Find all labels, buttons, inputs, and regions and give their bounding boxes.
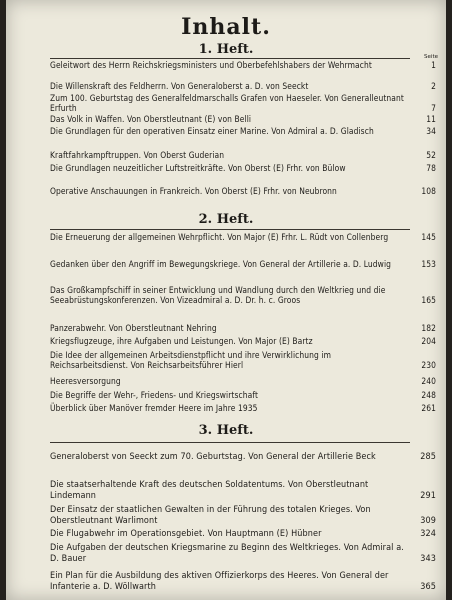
entry-title: Ein Plan für die Ausbildung des aktiven Offizierkorps des Heeres. Von General der Infanterie a. D. Wöllwarth: [50, 571, 389, 593]
entry-title: Die Grundlagen für den operativen Einsatz einer Marine. Von Admiral a. D. Gladisch: [50, 126, 374, 136]
entry-title: Zum 100. Geburtstag des Generalfeldmarschalls Grafen von Haeseler. Von Generalleutnant Erfurth: [50, 93, 404, 113]
entry-page-number: 365: [420, 582, 436, 593]
entry-page-number: 309: [420, 516, 436, 527]
entry-title: Gedanken über den Angriff im Bewegungskriege. Von General der Artillerie a. D. Ludwig: [50, 259, 392, 269]
toc-entry: [50, 163, 436, 173]
entry-page-number: 11: [426, 114, 436, 124]
toc-entry: [50, 259, 436, 269]
page-title: Inhalt.: [181, 14, 271, 40]
toc-entry: [50, 93, 436, 113]
entry-title: Die Erneuerung der allgemeinen Wehrpflicht. Von Major (E) Frhr. L. Rüdt von Collenberg: [50, 232, 389, 242]
entry-page-number: 285: [420, 452, 436, 462]
page-column-header: Seite: [424, 54, 438, 60]
entry-title: Der Einsatz der staatlichen Gewalten in der Führung des totalen Krieges. Von Oberstleutnant Warlimont: [50, 505, 371, 527]
entry-title: Kraftfahrkampftruppen. Von Oberst Guderian: [50, 150, 225, 160]
toc-entry: [50, 480, 436, 503]
divider: [50, 442, 410, 443]
toc-entry: [50, 285, 436, 305]
toc-entry: [50, 60, 436, 70]
toc-entry: [50, 376, 436, 386]
divider: [50, 229, 410, 230]
section-heading-heft-3: 3. Heft.: [198, 423, 254, 438]
entry-page-number: 261: [421, 403, 436, 413]
section-heading-heft-1: 1. Heft.: [198, 42, 254, 57]
entry-page-number: 2: [431, 81, 436, 91]
entry-title: Die Flugabwehr im Operationsgebiet. Von Hauptmann (E) Hübner: [50, 529, 322, 539]
entry-page-number: 165: [421, 295, 436, 305]
entry-page-number: 78: [426, 163, 436, 173]
entry-page-number: 52: [426, 150, 436, 160]
toc-entry: [50, 529, 436, 540]
section-heading-heft-2: 2. Heft.: [198, 212, 254, 227]
entry-page-number: 7: [431, 103, 436, 113]
toc-entry: [50, 150, 436, 160]
entry-page-number: 145: [421, 232, 436, 242]
entry-title: Das Volk in Waffen. Von Oberstleutnant (E) von Belli: [50, 114, 252, 124]
entry-page-number: 248: [421, 390, 436, 400]
entry-title: Die staatserhaltende Kraft des deutschen Soldatentums. Von Oberstleutnant Lindemann: [50, 480, 369, 502]
entry-page-number: 153: [421, 259, 436, 269]
entry-title: Geleitwort des Herrn Reichskriegsministers und Oberbefehlshabers der Wehrmacht: [50, 60, 372, 70]
divider: [50, 58, 410, 59]
entry-page-number: 291: [420, 491, 436, 502]
entry-title: Die Aufgaben der deutschen Kriegsmarine zu Beginn des Weltkrieges. Von Admiral a. D. Bauer: [50, 543, 404, 565]
toc-entry: [50, 323, 436, 333]
toc-entry: [50, 543, 436, 566]
entry-page-number: 182: [421, 323, 436, 333]
entry-title: Die Grundlagen neuzeitlicher Luftstreitkräfte. Von Oberst (E) Frhr. von Bülow: [50, 163, 346, 173]
toc-entry: [50, 126, 436, 136]
toc-entry: [50, 81, 436, 91]
entry-page-number: 34: [426, 126, 436, 136]
toc-entry: [50, 571, 436, 594]
toc-entry: [50, 336, 436, 346]
entry-page-number: 343: [420, 554, 436, 565]
entry-page-number: 108: [421, 186, 436, 196]
entry-title: Die Willenskraft des Feldherrn. Von Generaloberst a. D. von Seeckt: [50, 81, 309, 91]
entry-title: Das Großkampfschiff in seiner Entwicklung und Wandlung durch den Weltkrieg und die Seeabrüstungskonferenzen. Von Vizeadmiral a. D. Dr. h. c. Groos: [50, 285, 386, 305]
toc-entry: [50, 452, 436, 463]
entry-title: Die Begriffe der Wehr-, Friedens- und Kriegswirtschaft: [50, 390, 258, 400]
toc-entry: [50, 390, 436, 400]
entry-title: Überblick über Manöver fremder Heere im Jahre 1935: [50, 403, 258, 413]
entry-page-number: 324: [420, 529, 436, 539]
toc-entry: [50, 403, 436, 413]
entry-page-number: 1: [431, 60, 436, 70]
entry-title: Panzerabwehr. Von Oberstleutnant Nehring: [50, 323, 217, 333]
entry-title: Generaloberst von Seeckt zum 70. Geburtstag. Von General der Artillerie Beck: [50, 452, 376, 462]
toc-entry: [50, 186, 436, 196]
document-page: [6, 0, 446, 600]
entry-page-number: 204: [421, 336, 436, 346]
entry-page-number: 230: [421, 360, 436, 370]
toc-entry: [50, 232, 436, 242]
entry-title: Heeresversorgung: [50, 376, 121, 386]
toc-entry: [50, 505, 436, 528]
entry-title: Operative Anschauungen in Frankreich. Von Oberst (E) Frhr. von Neubronn: [50, 186, 337, 196]
entry-page-number: 240: [421, 376, 436, 386]
toc-entry: [50, 114, 436, 124]
entry-title: Kriegsflugzeuge, ihre Aufgaben und Leistungen. Von Major (E) Bartz: [50, 336, 313, 346]
toc-entry: [50, 350, 436, 370]
entry-title: Die Idee der allgemeinen Arbeitsdienstpflicht und ihre Verwirklichung im Reichsarbeitsdienst. Von Reichsarbeitsführer Hierl: [50, 350, 332, 370]
